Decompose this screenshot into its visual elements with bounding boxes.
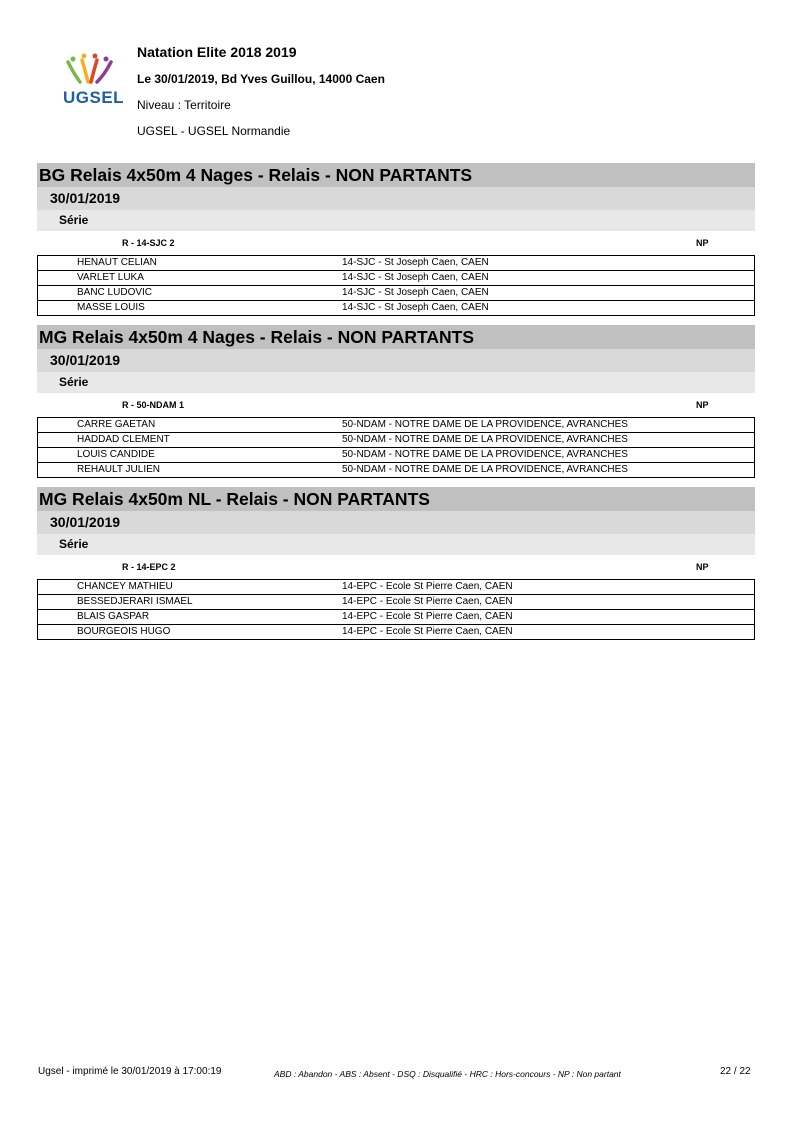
logo-text: UGSEL — [63, 88, 125, 107]
swimmer-club: 50-NDAM - NOTRE DAME DE LA PROVIDENCE, AVRANCHES — [342, 448, 755, 463]
table-row — [38, 625, 755, 640]
event-section — [37, 325, 755, 478]
ugsel-logo — [60, 52, 130, 108]
table-row — [38, 463, 755, 478]
swimmers-table — [37, 579, 755, 640]
swimmer-club: 14-EPC - Ecole St Pierre Caen, CAEN — [342, 595, 755, 610]
swimmer-name: BLAIS GASPAR — [38, 610, 343, 625]
table-row — [38, 433, 755, 448]
event-date-location: Le 30/01/2019, Bd Yves Guillou, 14000 Caen — [137, 72, 385, 86]
team-name: R - 14-SJC 2 — [122, 238, 175, 248]
event-date: 30/01/2019 — [37, 349, 755, 372]
table-row — [38, 271, 755, 286]
swimmer-club: 50-NDAM - NOTRE DAME DE LA PROVIDENCE, AVRANCHES — [342, 433, 755, 448]
swimmer-club: 14-EPC - Ecole St Pierre Caen, CAEN — [342, 580, 755, 595]
table-row — [38, 256, 755, 271]
swimmer-club: 14-EPC - Ecole St Pierre Caen, CAEN — [342, 610, 755, 625]
event-date: 30/01/2019 — [37, 187, 755, 210]
team-row — [37, 393, 755, 417]
ugsel-figures-icon — [60, 52, 130, 88]
table-row — [38, 610, 755, 625]
swimmer-name: REHAULT JULIEN — [38, 463, 343, 478]
event-serie: Série — [37, 372, 755, 393]
event-title: MG Relais 4x50m NL - Relais - NON PARTANTS — [37, 487, 755, 511]
event-date: 30/01/2019 — [37, 511, 755, 534]
swimmer-club: 14-SJC - St Joseph Caen, CAEN — [342, 286, 755, 301]
table-row — [38, 595, 755, 610]
organization: UGSEL - UGSEL Normandie — [137, 124, 291, 138]
swimmers-table — [37, 417, 755, 478]
team-row — [37, 231, 755, 255]
swimmer-name: BANC LUDOVIC — [38, 286, 343, 301]
table-row — [38, 448, 755, 463]
swimmer-name: BESSEDJERARI ISMAEL — [38, 595, 343, 610]
swimmer-name: VARLET LUKA — [38, 271, 343, 286]
table-row — [38, 580, 755, 595]
table-row — [38, 286, 755, 301]
event-serie: Série — [37, 210, 755, 231]
swimmer-name: LOUIS CANDIDE — [38, 448, 343, 463]
swimmer-name: MASSE LOUIS — [38, 301, 343, 316]
event-section — [37, 487, 755, 640]
print-timestamp: Ugsel - imprimé le 30/01/2019 à 17:00:19 — [38, 1066, 222, 1077]
swimmer-club: 50-NDAM - NOTRE DAME DE LA PROVIDENCE, AVRANCHES — [342, 418, 755, 433]
swimmer-club: 14-SJC - St Joseph Caen, CAEN — [342, 256, 755, 271]
event-serie: Série — [37, 534, 755, 555]
swimmer-name: BOURGEOIS HUGO — [38, 625, 343, 640]
swimmer-club: 14-EPC - Ecole St Pierre Caen, CAEN — [342, 625, 755, 640]
page-number: 22 / 22 — [720, 1066, 751, 1077]
swimmer-club: 14-SJC - St Joseph Caen, CAEN — [342, 301, 755, 316]
table-row — [38, 301, 755, 316]
swimmer-name: CARRE GAETAN — [38, 418, 343, 433]
swimmers-table — [37, 255, 755, 316]
swimmer-name: HADDAD CLEMENT — [38, 433, 343, 448]
team-name: R - 14-EPC 2 — [122, 562, 176, 572]
swimmer-club: 14-SJC - St Joseph Caen, CAEN — [342, 271, 755, 286]
event-title: MG Relais 4x50m 4 Nages - Relais - NON PARTANTS — [37, 325, 755, 349]
team-status: NP — [696, 238, 709, 248]
competition-level: Niveau : Territoire — [137, 98, 231, 112]
team-status: NP — [696, 400, 709, 410]
swimmer-club: 50-NDAM - NOTRE DAME DE LA PROVIDENCE, AVRANCHES — [342, 463, 755, 478]
team-row — [37, 555, 755, 579]
team-name: R - 50-NDAM 1 — [122, 400, 185, 410]
event-section — [37, 163, 755, 316]
swimmer-name: CHANCEY MATHIEU — [38, 580, 343, 595]
event-title: BG Relais 4x50m 4 Nages - Relais - NON PARTANTS — [37, 163, 755, 187]
abbreviation-legend: ABD : Abandon - ABS : Absent - DSQ : Disqualifié - HRC : Hors-concours - NP : Non partant — [274, 1069, 621, 1079]
team-status: NP — [696, 562, 709, 572]
swimmer-name: HENAUT CELIAN — [38, 256, 343, 271]
results-sections — [37, 163, 755, 649]
document-title: Natation Elite 2018 2019 — [137, 44, 297, 60]
table-row — [38, 418, 755, 433]
